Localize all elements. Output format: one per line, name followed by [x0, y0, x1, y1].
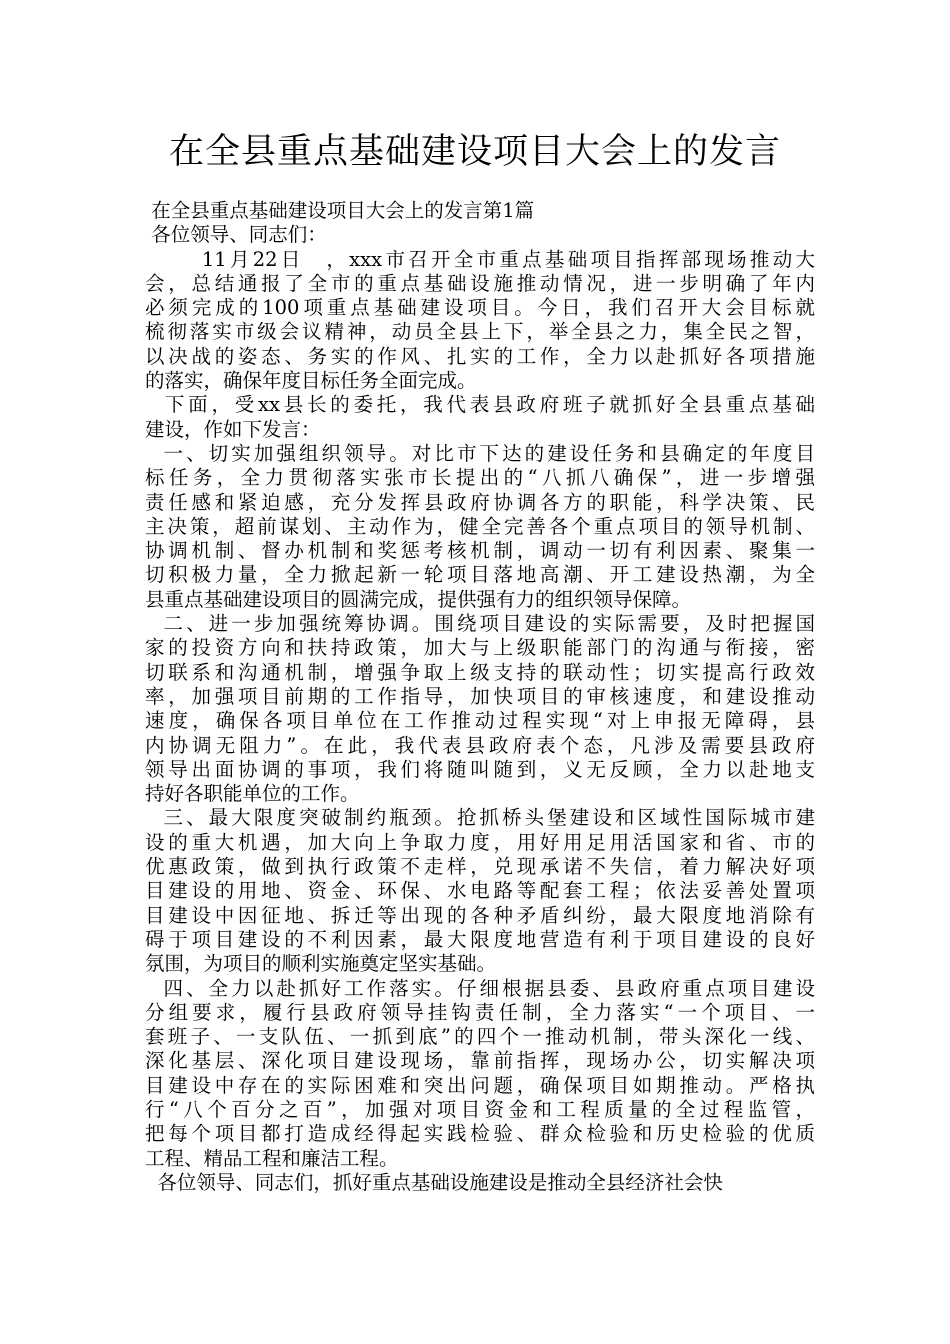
text-line: 行“八个百分之百”，加强对项目资金和工程质量的全过程监管，: [145, 1097, 815, 1121]
text-line: 梳彻落实市级会议精神，动员全县上下，举全县之力，集全民之智，: [145, 320, 815, 344]
text-line: 目建设的用地、资金、环保、水电路等配套工程；依法妥善处置项: [145, 879, 815, 903]
text-line: 把每个项目都打造成经得起实践检验、群众检验和历史检验的优质: [145, 1122, 815, 1146]
text-line: 四、全力以赴抓好工作落实。仔细根据县委、县政府重点项目建设: [145, 976, 815, 1000]
text-line: 氛围，为项目的顺利实施奠定坚实基础。: [145, 952, 497, 976]
text-line: 分组要求，履行县政府领导挂钩责任制，全力落实“一个项目、一: [145, 1000, 815, 1024]
document-title: 在全县重点基础建设项目大会上的发言: [168, 132, 781, 172]
text-line: 标任务，全力贯彻落实张市长提出的“八抓八确保”，进一步增强: [145, 466, 815, 490]
document-body: [145, 199, 815, 1195]
text-line: 切积极力量，全力掀起新一轮项目落地高潮、开工建设热潮，为全: [145, 563, 815, 587]
text-line: 县重点基础建设项目的圆满完成，提供强有力的组织领导保障。: [145, 587, 692, 611]
text-line: 持好各职能单位的工作。: [145, 782, 360, 806]
text-line: 各位领导、同志们，抓好重点基础设施建设是推动全县经济社会快: [145, 1170, 723, 1194]
text-line: 各位领导、同志们：: [145, 223, 327, 247]
text-line: 在全县重点基础建设项目大会上的发言第1篇: [145, 199, 535, 222]
text-line: 率，加强项目前期的工作指导，加快项目的审核速度，和建设推动: [145, 684, 815, 708]
text-line: 协调机制、督办机制和奖惩考核机制，调动一切有利因素、聚集一: [145, 539, 815, 563]
text-line: 会，总结通报了全市的重点基础设施推动情况，进一步明确了年内: [145, 271, 815, 295]
text-line: 速度，确保各项目单位在工作推动过程实现“对上申报无障碍，县: [145, 709, 815, 733]
text-line: 主决策，超前谋划、主动作为，健全完善各个重点项目的领导机制、: [145, 514, 815, 538]
text-line: 领导出面协调的事项，我们将随叫随到，义无反顾，全力以赴地支: [145, 757, 815, 781]
text-line: 责任感和紧迫感，充分发挥县政府协调各方的职能，科学决策、民: [145, 490, 815, 514]
text-line: 设的重大机遇，加大向上争取力度，用好用足用活国家和省、市的: [145, 830, 815, 854]
text-line: 深化基层、深化项目建设现场，靠前指挥，现场办公，切实解决项: [145, 1049, 815, 1073]
text-line: 一、切实加强组织领导。对比市下达的建设任务和县确定的年度目: [145, 441, 815, 465]
text-line: 必须完成的100项重点基础建设项目。今日，我们召开大会目标就: [145, 296, 815, 320]
text-line: 切联系和沟通机制，增强争取上级支持的联动性；切实提高行政效: [145, 660, 815, 684]
text-line: 目建设中因征地、拆迁等出现的各种矛盾纠纷，最大限度地消除有: [145, 903, 815, 927]
text-line: 家的投资方向和扶持政策，加大与上级职能部门的沟通与衔接，密: [145, 636, 815, 660]
text-line: 内协调无阻力”。在此，我代表县政府表个态，凡涉及需要县政府: [145, 733, 815, 757]
text-line: 建设，作如下发言：: [145, 417, 321, 441]
text-line: 套班子、一支队伍、一抓到底”的四个一推动机制，带头深化一线、: [145, 1025, 815, 1049]
text-line: 下面，受xx县长的委托，我代表县政府班子就抓好全县重点基础: [145, 393, 815, 417]
text-line: 碍于项目建设的不利因素，最大限度地营造有利于项目建设的良好: [145, 927, 815, 951]
text-line: 二、进一步加强统筹协调。围绕项目建设的实际需要，及时把握国: [145, 612, 815, 636]
text-line: 的落实，确保年度目标任务全面完成。: [145, 369, 477, 393]
text-line: 11月22日 ，xxx市召开全市重点基础项目指挥部现场推动大: [145, 247, 815, 271]
text-line: 以决战的姿态、务实的作风、扎实的工作，全力以赴抓好各项措施: [145, 344, 815, 368]
text-line: 三、最大限度突破制约瓶颈。抢抓桥头堡建设和区域性国际城市建: [145, 806, 815, 830]
text-line: 工程、精品工程和廉洁工程。: [145, 1146, 399, 1170]
text-line: 优惠政策，做到执行政策不走样，兑现承诺不失信，着力解决好项: [145, 855, 815, 879]
text-line: 目建设中存在的实际困难和突出问题，确保项目如期推动。严格执: [145, 1073, 815, 1097]
